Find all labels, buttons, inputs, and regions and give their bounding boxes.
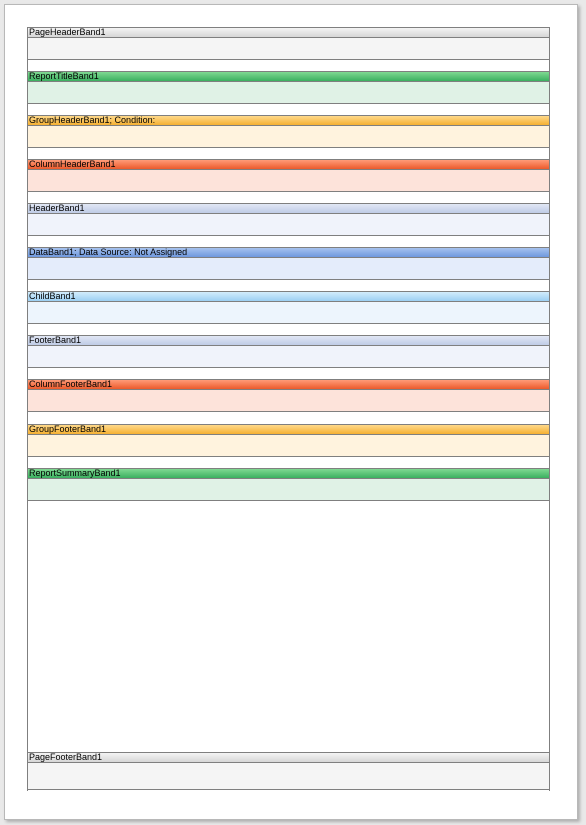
band-caption: PageFooterBand1 (27, 752, 550, 763)
band-caption: ColumnFooterBand1 (27, 379, 550, 390)
band-body[interactable] (27, 302, 550, 324)
band-body[interactable] (27, 435, 550, 457)
band-body[interactable] (27, 346, 550, 368)
band-caption: ReportTitleBand1 (27, 71, 550, 82)
child-band[interactable] (27, 291, 550, 324)
band-caption: FooterBand1 (27, 335, 550, 346)
band-caption: GroupFooterBand1 (27, 424, 550, 435)
band-caption: DataBand1; Data Source: Not Assigned (27, 247, 550, 258)
band-caption: PageHeaderBand1 (27, 27, 550, 38)
band-body[interactable] (27, 390, 550, 412)
report-title-band[interactable] (27, 71, 550, 104)
band-caption: GroupHeaderBand1; Condition: (27, 115, 550, 126)
band-caption: ChildBand1 (27, 291, 550, 302)
data-band[interactable] (27, 247, 550, 280)
footer-band[interactable] (27, 335, 550, 368)
band-body[interactable] (27, 479, 550, 501)
group-footer-band[interactable] (27, 424, 550, 457)
band-caption: ColumnHeaderBand1 (27, 159, 550, 170)
report-page (4, 4, 578, 820)
page-header-band[interactable] (27, 27, 550, 60)
group-header-band[interactable] (27, 115, 550, 148)
band-body[interactable] (27, 170, 550, 192)
report-summary-band[interactable] (27, 468, 550, 501)
band-body[interactable] (27, 214, 550, 236)
band-body[interactable] (27, 763, 550, 790)
band-body[interactable] (27, 38, 550, 60)
band-body[interactable] (27, 258, 550, 280)
column-footer-band[interactable] (27, 379, 550, 412)
band-caption: ReportSummaryBand1 (27, 468, 550, 479)
page-footer-band[interactable] (27, 752, 550, 790)
column-header-band[interactable] (27, 159, 550, 192)
band-body[interactable] (27, 82, 550, 104)
header-band[interactable] (27, 203, 550, 236)
band-caption: HeaderBand1 (27, 203, 550, 214)
band-body[interactable] (27, 126, 550, 148)
